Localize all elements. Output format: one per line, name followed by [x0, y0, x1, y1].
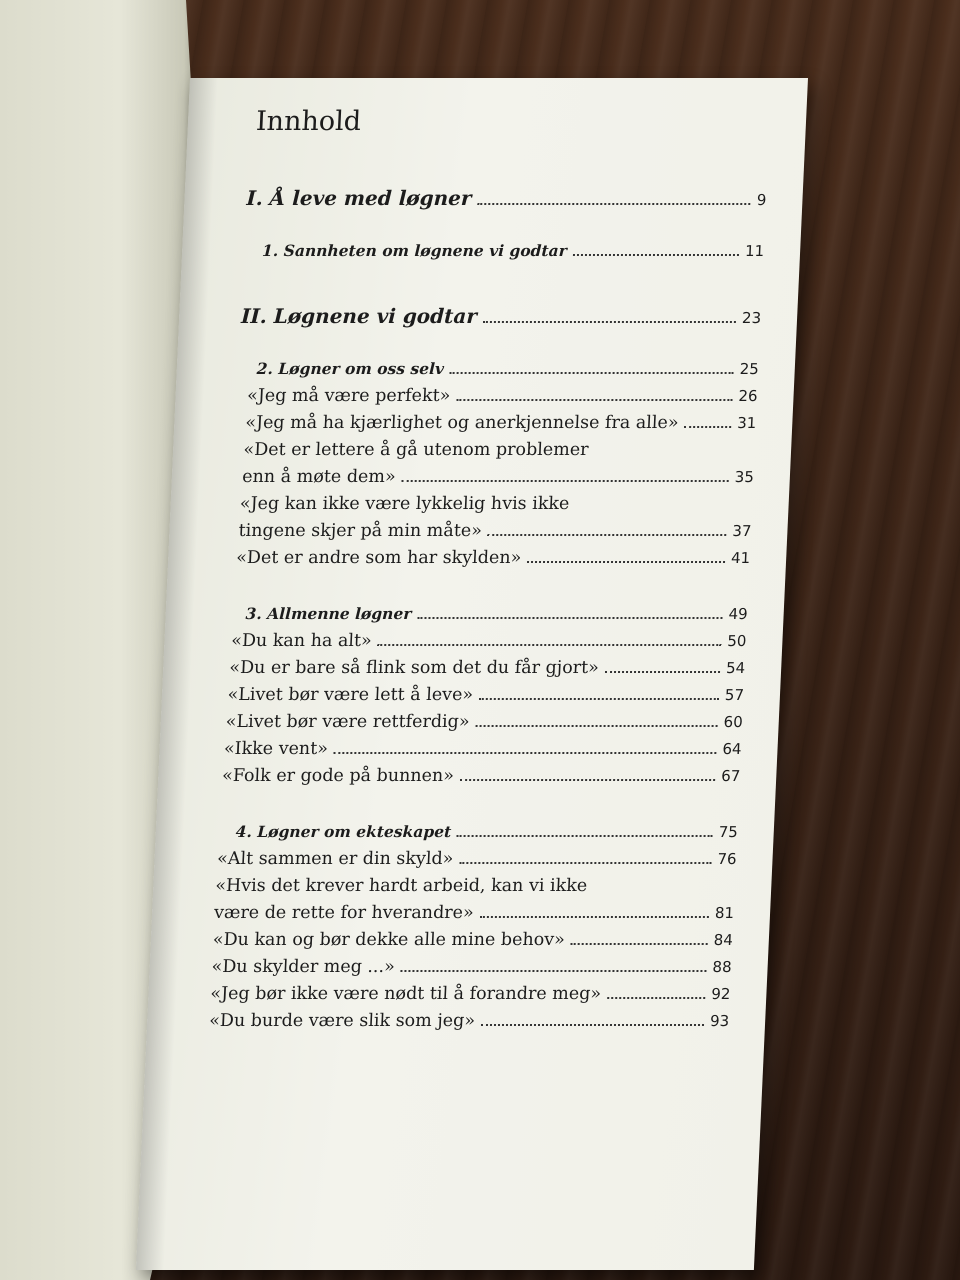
toc-entry-label: «Jeg bør ikke være nødt til å forandre meg» [209, 984, 602, 1004]
dot-leader [459, 862, 711, 864]
toc-entry-label: «Du kan ha alt» [230, 631, 373, 651]
toc-chapter-entry-label: 1. Sannheten om løgnene vi godtar [261, 241, 568, 260]
page-number: 75 [718, 823, 739, 841]
dot-leader [417, 617, 722, 619]
page-number: 64 [722, 740, 742, 758]
page-number: 41 [730, 549, 751, 567]
toc-chapter-entry [262, 237, 765, 265]
page-number: 60 [723, 713, 744, 731]
chapter-gap [228, 572, 749, 600]
dot-leader [334, 752, 717, 754]
toc-chapter-entry-label: 2. Løgner om oss selv [256, 359, 445, 378]
page-number: 37 [731, 522, 752, 540]
page-number: 23 [741, 309, 762, 327]
page-number: 54 [725, 659, 746, 677]
toc-entry-label: «Jeg må være perfekt» [246, 386, 451, 406]
toc-entry [221, 763, 740, 790]
toc-part-entry-label: II. Løgnene vi godtar [240, 304, 478, 328]
toc-chapter-entry [245, 600, 748, 628]
toc-body [209, 183, 768, 1035]
toc-entry-label: tingene skjer på min måte» [238, 521, 483, 541]
toc-entry [238, 518, 752, 545]
toc-entry-label: «Folk er gode på bunnen» [221, 766, 455, 786]
toc-entry-label: «Ikke vent» [223, 739, 329, 759]
toc-entry [229, 655, 746, 682]
page-number: 26 [738, 387, 758, 405]
toc-part-entry-label: I. Å leve med løgner [246, 186, 473, 210]
dot-leader [527, 561, 725, 563]
chapter-gap [239, 333, 760, 355]
toc-entry-label: «Det er andre som har skylden» [235, 548, 522, 568]
toc-entry-line: «Det er lettere å gå utenom problemer [243, 440, 589, 460]
toc-entry [242, 464, 755, 491]
toc-entry [245, 410, 757, 437]
page-number: 57 [724, 686, 745, 704]
dot-leader [460, 779, 715, 781]
page-number: 31 [736, 414, 757, 432]
toc-entry [225, 709, 743, 736]
dot-leader [401, 480, 728, 482]
dot-leader [571, 943, 708, 945]
toc-chapter-entry [235, 818, 738, 846]
section-gap [242, 265, 764, 301]
page-number: 92 [710, 985, 731, 1003]
page-number: 9 [756, 191, 767, 209]
toc-entry [212, 927, 733, 954]
dot-leader [456, 399, 732, 401]
page-number: 76 [717, 850, 737, 868]
toc-entry-line: «Jeg kan ikke være lykkelig hvis ikke [239, 494, 570, 514]
dot-leader [488, 534, 727, 536]
dot-leader [481, 1024, 704, 1026]
toc-entry-label: «Du burde være slik som jeg» [208, 1011, 476, 1031]
toc-chapter-entry [256, 355, 759, 383]
page-number: 84 [713, 931, 734, 949]
dot-leader [377, 644, 721, 646]
dot-leader [483, 321, 736, 323]
dot-leader [479, 916, 708, 918]
page-number: 88 [712, 958, 733, 976]
page-number: 25 [739, 360, 760, 378]
page-number: 67 [720, 767, 741, 785]
page-number: 81 [714, 904, 735, 922]
table-of-contents [209, 106, 771, 1035]
dot-leader [401, 970, 707, 972]
chapter-gap [245, 215, 766, 237]
toc-entry-line: «Hvis det krever hardt arbeid, kan vi ikke [214, 876, 588, 896]
book-page [136, 78, 808, 1270]
toc-entry-label: «Jeg må ha kjærlighet og anerkjennelse fra alle» [244, 413, 679, 433]
toc-entry-label: «Alt sammen er din skyld» [216, 849, 454, 869]
dot-leader [475, 725, 717, 727]
toc-entry-label: enn å møte dem» [241, 467, 397, 487]
toc-entry-label: «Du skylder meg ...» [211, 957, 396, 977]
toc-chapter-entry-label: 4. Løgner om ekteskapet [235, 822, 452, 841]
dot-leader [479, 698, 719, 700]
toc-entry [209, 1008, 730, 1035]
toc-part-entry [240, 301, 761, 333]
toc-entry [223, 736, 742, 763]
toc-part-entry [246, 183, 767, 215]
toc-entry-label: være de rette for hverandre» [213, 903, 475, 923]
page-number: 93 [709, 1012, 730, 1030]
toc-entry [236, 545, 751, 572]
toc-entry [247, 383, 759, 410]
dot-leader [477, 203, 751, 205]
toc-entry [231, 628, 747, 655]
toc-entry [210, 981, 731, 1008]
toc-entry [216, 846, 737, 873]
toc-entry [213, 900, 734, 927]
toc-entry-label: «Livet bør være lett å leve» [227, 685, 474, 705]
toc-entry [211, 954, 732, 981]
dot-leader [573, 254, 739, 256]
chapter-gap [218, 790, 739, 818]
dot-leader [457, 835, 713, 837]
toc-chapter-entry-label: 3. Allmenne løgner [245, 604, 412, 623]
dot-leader [607, 997, 705, 999]
toc-entry-label: «Du er bare så flink som det du får gjort» [228, 658, 600, 678]
toc-entry-label: «Livet bør være rettferdig» [225, 712, 470, 732]
dot-leader [684, 426, 731, 428]
dot-leader [450, 372, 734, 374]
page-number: 49 [728, 605, 749, 623]
page-number: 50 [726, 632, 747, 650]
page-title: Innhold [255, 106, 362, 137]
dot-leader [605, 671, 720, 673]
page-number: 11 [744, 242, 765, 260]
page-number: 35 [734, 468, 755, 486]
toc-entry [227, 682, 745, 709]
toc-entry-label: «Du kan og bør dekke alle mine behov» [212, 930, 566, 950]
